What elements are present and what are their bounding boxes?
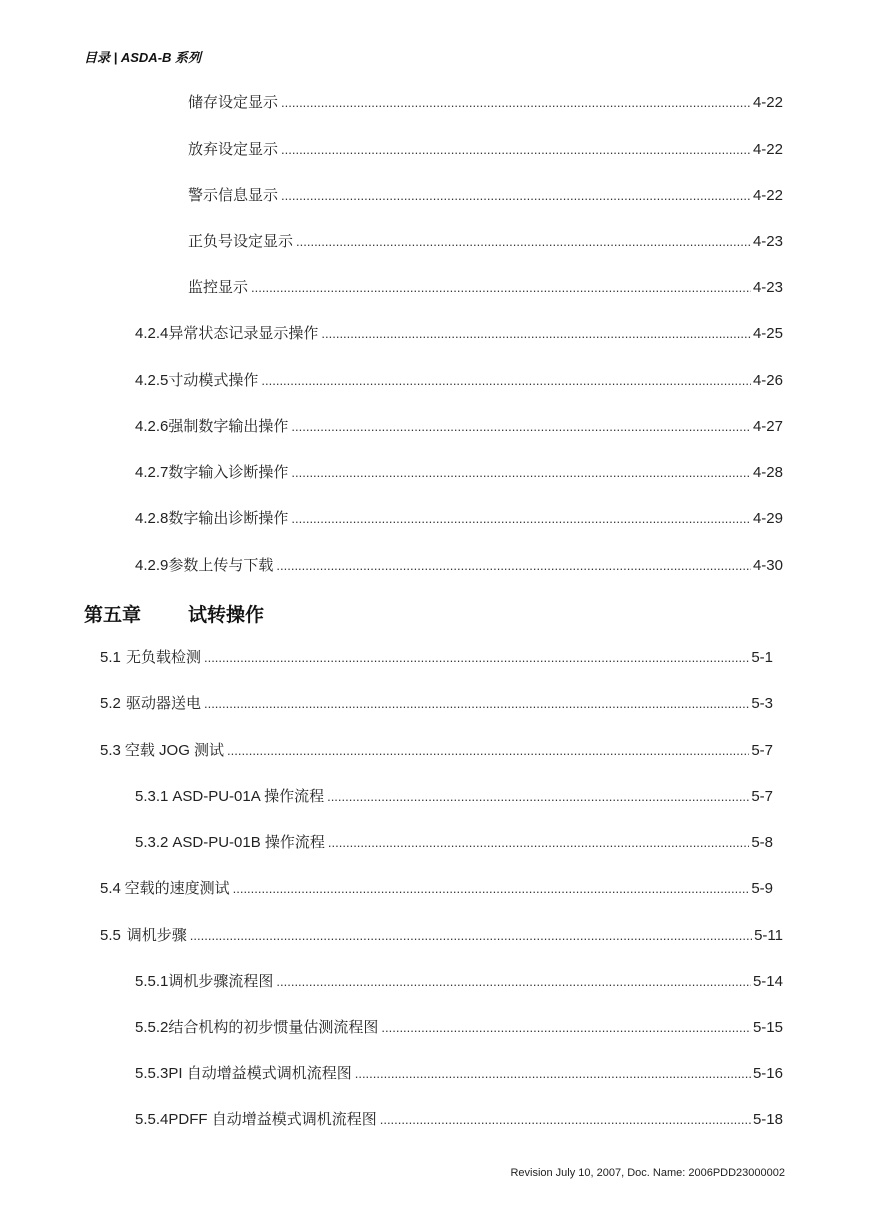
chapter-heading	[84, 600, 264, 627]
toc-entry-page: 5-11	[754, 927, 783, 944]
toc-entry[interactable]	[135, 971, 783, 993]
toc-entry[interactable]	[100, 878, 773, 900]
toc-entry-number: 5.4	[100, 880, 121, 897]
toc-entry[interactable]	[135, 832, 773, 854]
toc-entry-number: 5.3.1	[135, 788, 169, 805]
toc-entry-page: 5-1	[751, 649, 773, 666]
toc-entry-page: 5-8	[751, 834, 773, 851]
toc-entry-number: 5.5.3	[135, 1065, 169, 1082]
toc-entry-title: 数字输出诊断操作	[168, 510, 289, 527]
toc-entry-page: 4-26	[752, 372, 783, 389]
toc-entry-number: 4.2.4	[135, 325, 169, 342]
dot-leader	[381, 1017, 751, 1039]
toc-entry[interactable]	[135, 555, 783, 577]
chapter-title: 试转操作	[188, 605, 265, 626]
toc-entry-title: 参数上传与下载	[168, 557, 274, 574]
dot-leader	[227, 740, 749, 762]
toc-entry-number: 4.2.5	[135, 372, 169, 389]
dot-leader	[296, 231, 751, 253]
toc-entry-page: 4-25	[752, 325, 783, 342]
toc-entry-title: 调机步骤流程图	[168, 973, 274, 990]
page-header: 目录 | ASDA-B 系列	[84, 50, 202, 65]
toc-entry-page: 5-9	[751, 880, 773, 897]
chapter-number: 第五章	[84, 605, 142, 626]
toc-entry-number: 4.2.7	[135, 464, 169, 481]
toc-entry-title: 储存设定显示	[188, 94, 279, 111]
toc-entry-page: 5-15	[752, 1019, 783, 1036]
toc-entry[interactable]	[188, 231, 783, 253]
toc-entry[interactable]	[135, 416, 783, 438]
toc-entry-number: 5.2	[100, 695, 121, 712]
toc-entry-page: 4-22	[752, 187, 783, 204]
dot-leader	[291, 508, 751, 530]
toc-entry-page: 5-16	[752, 1065, 783, 1082]
dot-leader	[321, 323, 751, 345]
dot-leader	[204, 693, 749, 715]
toc-entry-title: PDFF 自动增益模式调机流程图	[168, 1111, 377, 1128]
dot-leader	[276, 555, 751, 577]
toc-entry[interactable]	[135, 370, 783, 392]
toc-entry[interactable]	[100, 693, 773, 715]
toc-entry[interactable]	[188, 139, 783, 161]
dot-leader	[327, 786, 749, 808]
toc-entry-page: 4-28	[752, 464, 783, 481]
dot-leader	[281, 92, 751, 114]
toc-entry[interactable]	[100, 740, 773, 762]
toc-entry-page: 4-23	[752, 279, 783, 296]
toc-entry-title: 无负载检测	[125, 649, 201, 666]
toc-entry-number: 5.3	[100, 742, 121, 759]
toc-entry-title: ASD-PU-01B 操作流程	[172, 834, 325, 851]
toc-entry-page: 4-30	[752, 557, 783, 574]
toc-entry-number: 5.3.2	[135, 834, 169, 851]
toc-entry-title: 警示信息显示	[188, 187, 279, 204]
toc-entry[interactable]	[100, 647, 773, 669]
dot-leader	[251, 277, 751, 299]
toc-entry[interactable]	[188, 92, 783, 114]
toc-entry[interactable]	[135, 508, 783, 530]
toc-entry-title: 异常状态记录显示操作	[168, 325, 319, 342]
toc-entry-number: 4.2.6	[135, 418, 169, 435]
page-footer: Revision July 10, 2007, Doc. Name: 2006PDD23000002	[510, 1167, 785, 1179]
toc-entry-title: 放弃设定显示	[188, 141, 279, 158]
toc-entry-title: 结合机构的初步惯量估测流程图	[168, 1019, 379, 1036]
toc-entry-number: 5.1	[100, 649, 121, 666]
toc-entry-number: 5.5.2	[135, 1019, 169, 1036]
toc-entry-title: ASD-PU-01A 操作流程	[172, 788, 325, 805]
dot-leader	[281, 185, 751, 207]
toc-entry-title: 寸动模式操作	[168, 372, 259, 389]
toc-entry-title: 监控显示	[188, 279, 249, 296]
toc-entry-page: 4-29	[752, 510, 783, 527]
toc-entry-page: 4-27	[752, 418, 783, 435]
toc-entry-page: 5-7	[751, 788, 773, 805]
toc-entry[interactable]	[135, 1063, 783, 1085]
toc-entry-title: 正负号设定显示	[188, 233, 294, 250]
toc-entry[interactable]	[100, 925, 783, 947]
toc-entry-number: 5.5.4	[135, 1111, 169, 1128]
dot-leader	[380, 1109, 751, 1131]
toc-entry[interactable]	[135, 1109, 783, 1131]
toc-entry-page: 5-7	[751, 742, 773, 759]
toc-entry-page: 4-22	[752, 94, 783, 111]
dot-leader	[328, 832, 749, 854]
toc-entry-title: 调机步骤	[126, 927, 187, 944]
dot-leader	[204, 647, 749, 669]
dot-leader	[291, 462, 751, 484]
toc-entry-page: 4-22	[752, 141, 783, 158]
toc-entry-page: 5-3	[751, 695, 773, 712]
dot-leader	[355, 1063, 751, 1085]
toc-entry-title: 数字输入诊断操作	[168, 464, 289, 481]
toc-entry-title: 空载 JOG 测试	[124, 742, 225, 759]
toc-entry-page: 4-23	[752, 233, 783, 250]
toc-entry[interactable]	[188, 277, 783, 299]
dot-leader	[276, 971, 751, 993]
dot-leader	[190, 925, 752, 947]
toc-entry[interactable]	[135, 786, 773, 808]
toc-entry-page: 5-18	[752, 1111, 783, 1128]
toc-entry[interactable]	[188, 185, 783, 207]
dot-leader	[281, 139, 751, 161]
toc-entry-title: 驱动器送电	[125, 695, 201, 712]
toc-entry-title: 空载的速度测试	[124, 880, 230, 897]
toc-entry[interactable]	[135, 1017, 783, 1039]
dot-leader	[291, 416, 751, 438]
dot-leader	[233, 878, 750, 900]
toc-entry[interactable]	[135, 323, 783, 345]
toc-entry-number: 4.2.9	[135, 557, 169, 574]
dot-leader	[261, 370, 751, 392]
toc-entry-title: PI 自动增益模式调机流程图	[168, 1065, 352, 1082]
toc-entry-number: 5.5	[100, 927, 121, 944]
toc-entry-number: 4.2.8	[135, 510, 169, 527]
toc-entry[interactable]	[135, 462, 783, 484]
toc-entry-number: 5.5.1	[135, 973, 169, 990]
toc-entry-title: 强制数字输出操作	[168, 418, 289, 435]
toc-entry-page: 5-14	[752, 973, 783, 990]
